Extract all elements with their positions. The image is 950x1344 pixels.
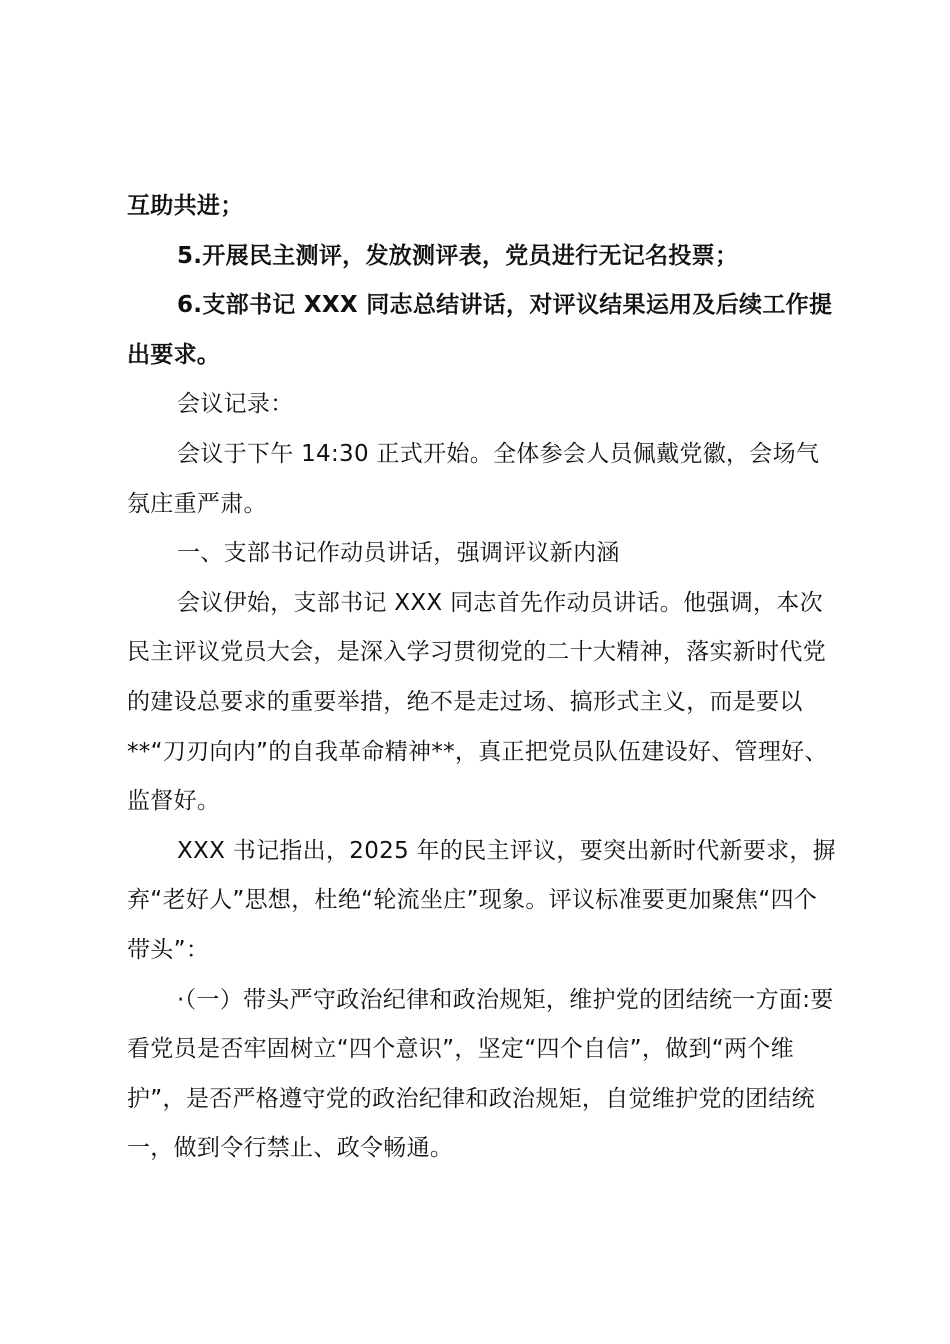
paragraph-point-1: ·（一）带头严守政治纪律和政治规矩，维护党的团结统一方面:要看党员是否牢固树立“四个意识”，坚定“四个自信”，做到“两个维护”，是否严格遵守党的政治纪律和政治规矩，自觉维护党的团结统一，做到令行禁止、政令畅通。 [127,986,834,1162]
paragraph-minutes-heading: 会议记录： [177,391,294,418]
paragraph-mobilization-speech: 会议伊始，支部书记 XXX 同志首先作动员讲话。他强调，本次民主评议党员大会，是深入学习贯彻党的二十大精神，落实新时代党的建设总要求的重要举措，绝不是走过场、搞形式主义，而是要以**“刀刃向内”的自我革命精神**，真正把党员队伍建设好、管理好、监督好。 [127,589,828,815]
paragraph-mutual-progress: 互助共进； [127,193,244,219]
paragraph-item-5: 5.开展民主测评，发放测评表，党员进行无记名投票； [177,242,739,269]
document-body [127,182,839,1174]
paragraph-item-6: 6.支部书记 XXX 同志总结讲话，对评议结果运用及后续工作提出要求。 [127,292,833,368]
paragraph-meeting-start: 会议于下午 14:30 正式开始。全体参会人员佩戴党徽，会场气氛庄重严肃。 [127,440,820,517]
section-heading-1: 一、支部书记作动员讲话，强调评议新内涵 [177,540,620,567]
paragraph-evaluation-standards: XXX 书记指出，2025 年的民主评议，要突出新时代新要求，摒弃“老好人”思想，杜绝“轮流坐庄”现象。评议标准要更加聚焦“四个带头”： [127,837,837,963]
